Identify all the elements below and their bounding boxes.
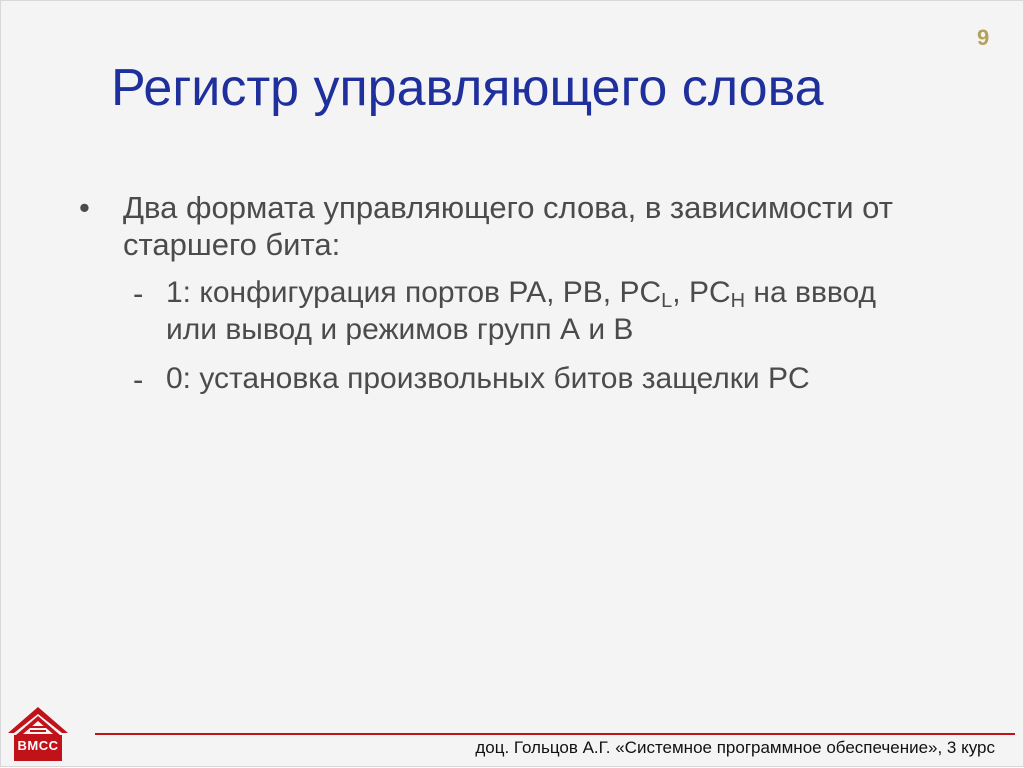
subitem-2-text: 0: установка произвольных битов защелки PC (166, 362, 810, 396)
footer-divider (95, 733, 1015, 735)
dash-icon: - (133, 276, 144, 312)
slide-content (79, 189, 999, 398)
footer-text: доц. Гольцов А.Г. «Системное программное обеспечение», 3 курс (475, 738, 995, 757)
bullet-text-line-1: Два формата управляющего слова, в зависимости от (123, 190, 893, 225)
subitem-1-suffix: на вввод (745, 276, 877, 310)
pc-l-subscript: L (661, 290, 673, 313)
bullet-text-line-2: старшего бита: (123, 227, 341, 263)
subitem-1-prefix: 1: конфигурация портов PA, PB, PC (166, 276, 662, 310)
bullet-item (79, 189, 999, 263)
subitem-1-text (166, 275, 999, 349)
subitem-2 (79, 361, 999, 398)
subitem-1-middle: , PC (672, 276, 731, 310)
subitem-1 (79, 275, 999, 349)
pc-h-subscript: H (730, 290, 746, 313)
slide-number: 9 (977, 25, 990, 50)
bullet-dot-icon: • (79, 190, 90, 225)
subitem-1-line-2: или вывод и режимов групп А и В (166, 313, 634, 347)
logo-text: ВМСС (17, 738, 59, 753)
vmss-logo (5, 705, 71, 763)
slide-title: Регистр управляющего слова (111, 59, 824, 117)
dash-icon: - (133, 362, 144, 398)
bullet-text (123, 189, 999, 263)
house-logo-icon (5, 705, 71, 763)
